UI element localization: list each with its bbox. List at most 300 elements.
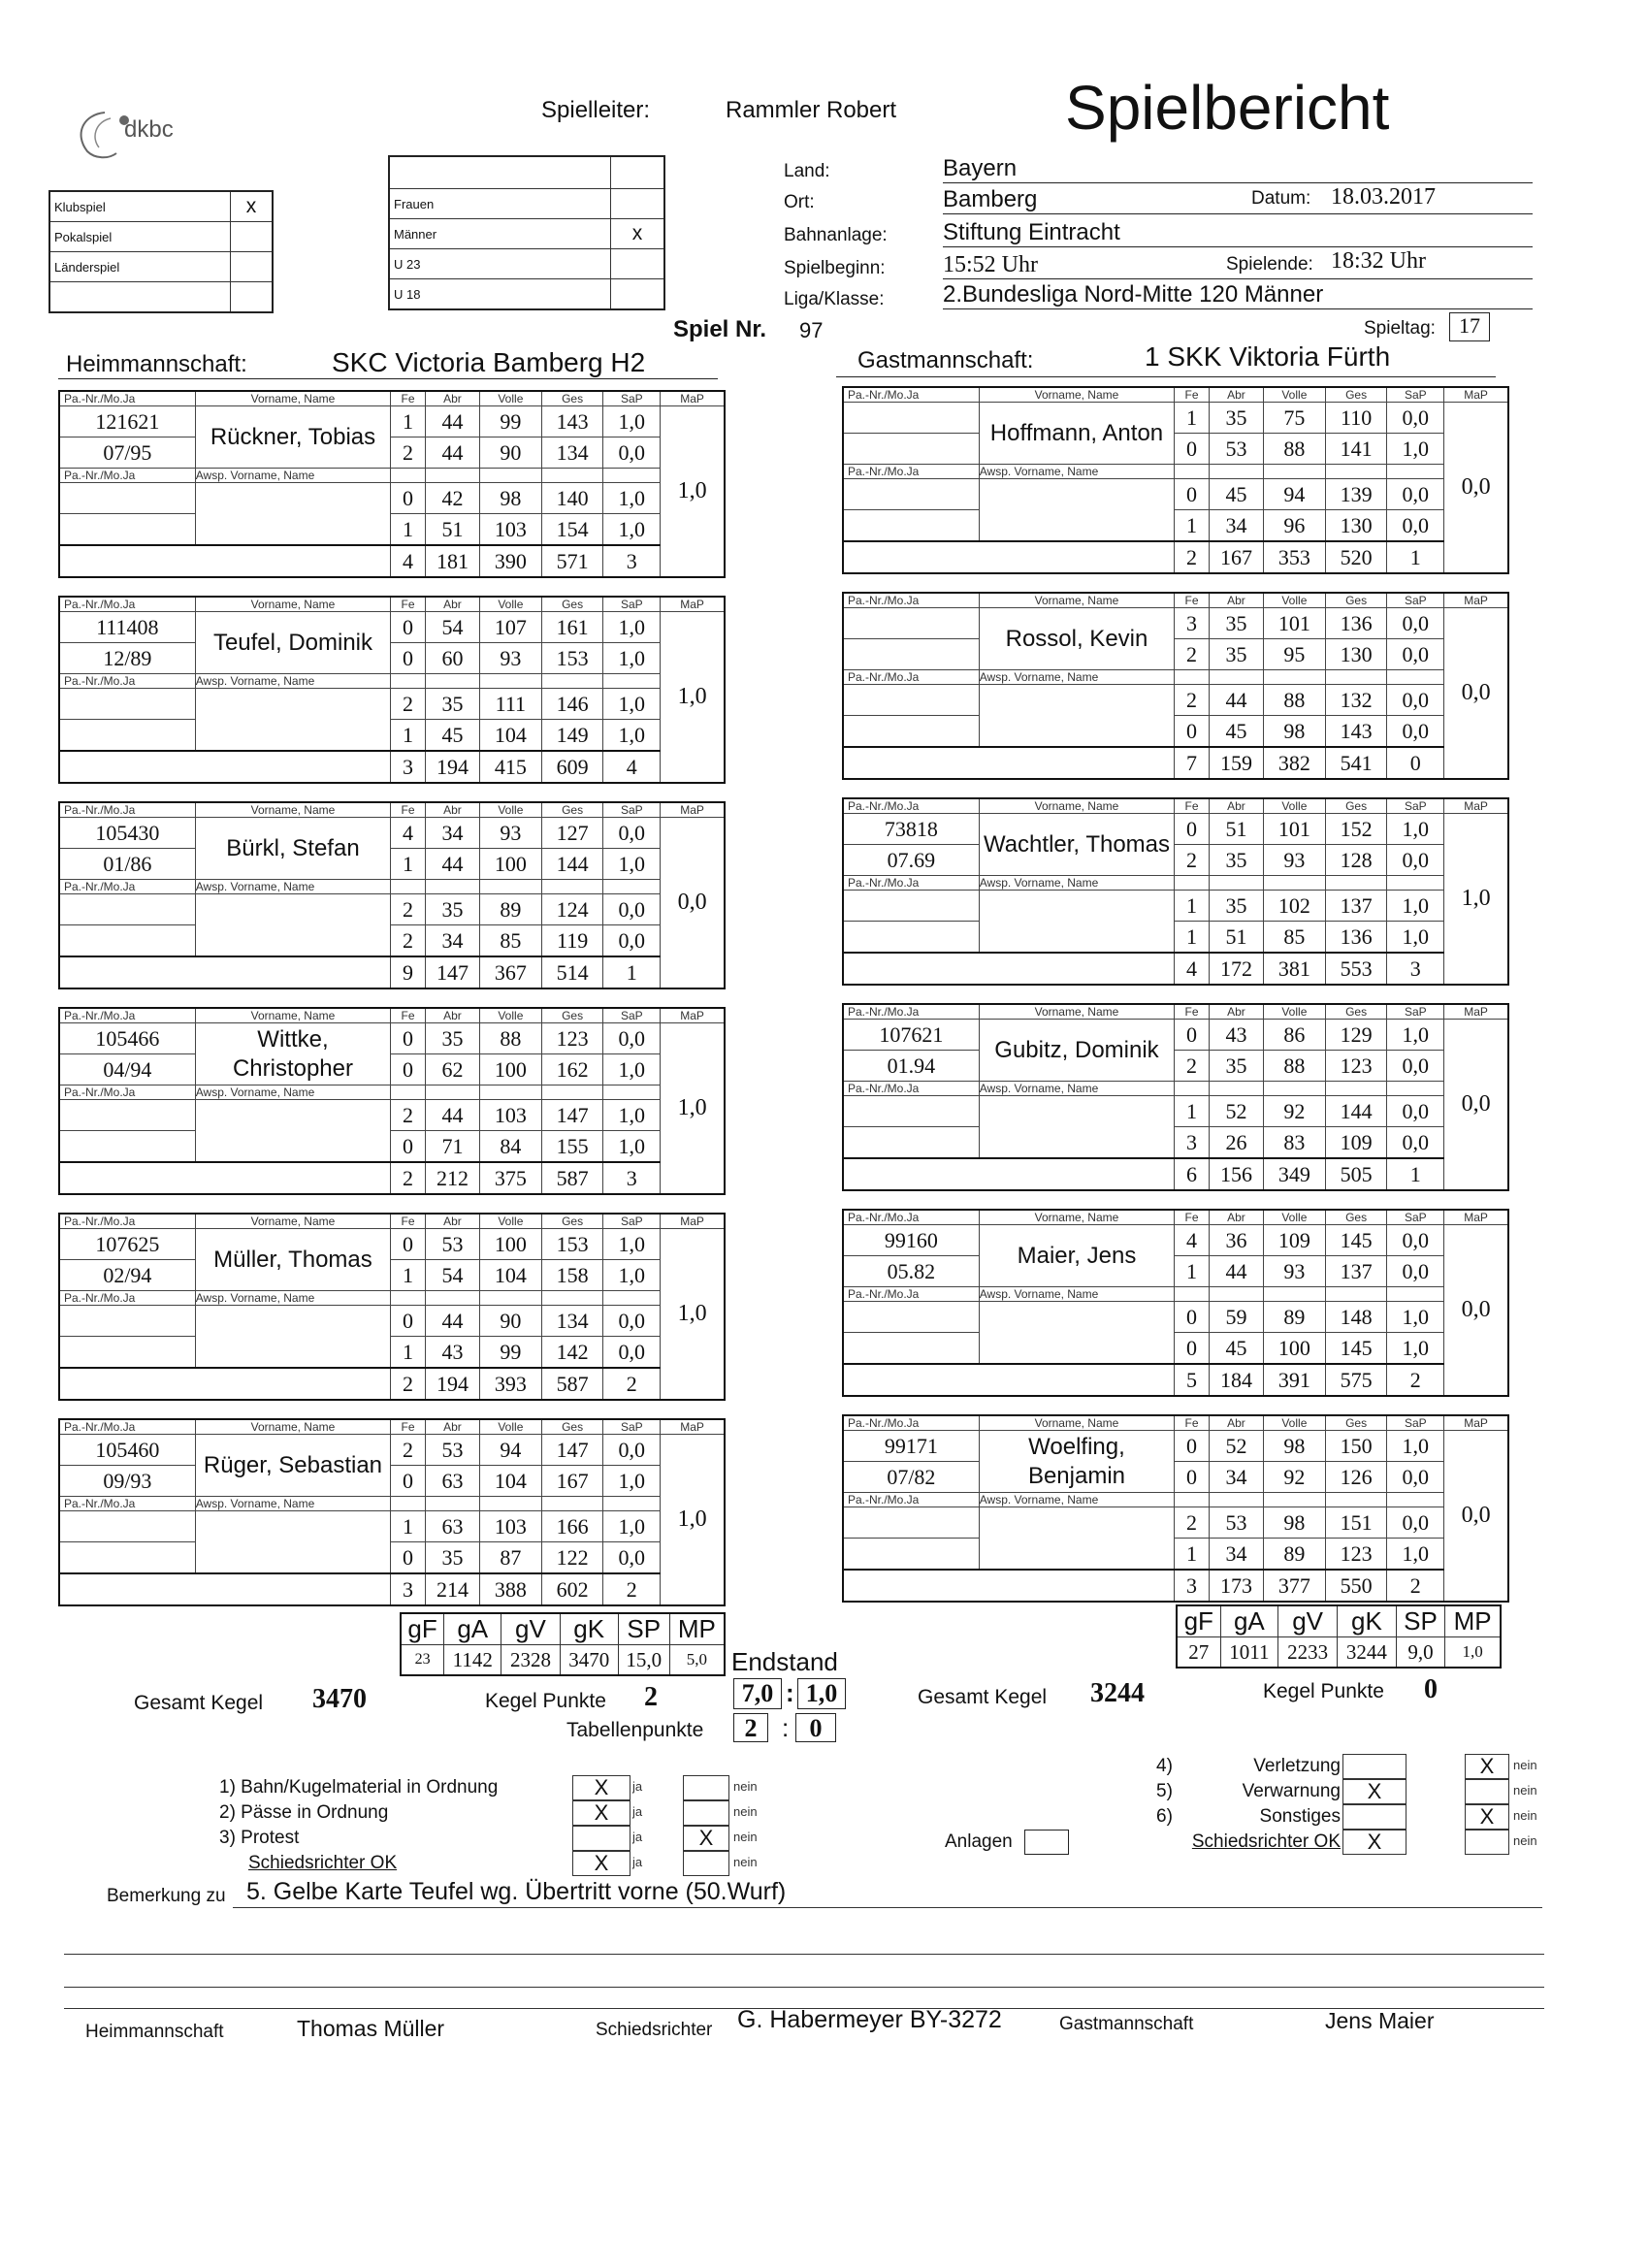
pass-header: Pa.-Nr./Mo.Ja	[59, 391, 195, 406]
spieltag-label: Spieltag:	[1364, 318, 1436, 339]
ja-checkbox[interactable]: X	[572, 1851, 630, 1876]
summary-value: 3470	[560, 1645, 618, 1676]
score-cell: 26	[1209, 1127, 1263, 1159]
blank-cell	[1325, 1493, 1387, 1507]
ja-label: ja	[632, 1779, 643, 1794]
sub-pass	[59, 1511, 195, 1542]
spielleiter-label: Spielleiter:	[541, 97, 651, 123]
checklist-label: 2) Pässe in Ordnung	[219, 1802, 389, 1823]
fe-header: Fe	[1175, 1210, 1210, 1225]
score-cell: 104	[479, 1260, 541, 1291]
player-name: Woelfing, Benjamin	[979, 1431, 1174, 1493]
total-cell: 514	[541, 956, 603, 988]
checklist-mark[interactable]	[1342, 1804, 1406, 1830]
score-cell: 0,0	[1387, 1225, 1444, 1256]
player-name: Bürkl, Stefan	[195, 818, 390, 880]
sap-header: SaP	[1387, 1004, 1444, 1020]
ges-header: Ges	[1325, 1004, 1387, 1020]
blank-cell	[843, 1158, 1175, 1190]
home-kegel-punkte-value: 2	[644, 1682, 658, 1712]
score-cell: 1	[1175, 1256, 1210, 1287]
score-cell: 137	[1325, 891, 1387, 922]
pass-number: 105466	[59, 1023, 195, 1054]
score-cell: 0,0	[603, 1435, 661, 1466]
pass-header: Pa.-Nr./Mo.Ja	[843, 798, 979, 814]
score-cell: 0	[391, 612, 426, 643]
sap-header: SaP	[1387, 798, 1444, 814]
total-cell: 391	[1263, 1364, 1325, 1396]
score-cell: 3	[1175, 608, 1210, 639]
blank-cell	[541, 1497, 603, 1511]
checklist-label: Schiedsrichter OK	[1191, 1831, 1341, 1852]
total-cell: 415	[479, 751, 541, 783]
anlagen-box[interactable]	[1024, 1830, 1069, 1855]
remarks-label: Bemerkung zu	[107, 1886, 226, 1906]
map-value: 1,0	[661, 612, 725, 784]
nein-label: nein	[733, 1830, 758, 1844]
category-row: Männer x	[389, 219, 664, 249]
total-cell: 1	[603, 956, 661, 988]
spielleiter-name: Rammler Robert	[726, 97, 897, 123]
map-header: MaP	[661, 391, 725, 406]
substitute-name	[979, 479, 1174, 542]
sap-header: SaP	[1387, 1210, 1444, 1225]
blank-cell	[1175, 1493, 1210, 1507]
score-cell: 110	[1325, 403, 1387, 434]
score-cell: 154	[541, 514, 603, 546]
checklist-mark[interactable]: X	[1342, 1830, 1406, 1855]
category-row: Frauen	[389, 189, 664, 219]
score-cell: 44	[425, 849, 479, 880]
score-cell: 0	[391, 643, 426, 674]
blank-cell	[1387, 1082, 1444, 1096]
home-gesamt-label: Gesamt Kegel	[134, 1692, 264, 1714]
score-cell: 128	[1325, 845, 1387, 876]
substitute-name	[195, 483, 390, 546]
fe-header: Fe	[1175, 1004, 1210, 1020]
score-cell: 101	[1263, 608, 1325, 639]
sap-header: SaP	[603, 802, 661, 818]
pass-header: Pa.-Nr./Mo.Ja	[843, 670, 979, 685]
sub-pass	[59, 894, 195, 925]
blank-cell	[59, 751, 391, 783]
score-cell: 4	[391, 818, 426, 849]
score-cell: 141	[1325, 434, 1387, 465]
blank-cell	[603, 1497, 661, 1511]
endstand-home: 7,0	[733, 1678, 782, 1709]
score-cell: 1,0	[1387, 434, 1444, 465]
score-cell: 100	[479, 1229, 541, 1260]
sub-pass	[59, 1100, 195, 1131]
substitute-name	[979, 1507, 1174, 1571]
checklist-label: Verwarnung	[1242, 1781, 1341, 1801]
fe-header: Fe	[391, 1419, 426, 1435]
ja-checkbox[interactable]	[572, 1826, 630, 1851]
blank-cell	[425, 1085, 479, 1100]
total-cell: 553	[1325, 953, 1387, 985]
home-player-block	[58, 596, 726, 784]
blank-cell	[1387, 1493, 1444, 1507]
map-header: MaP	[1444, 1415, 1508, 1431]
awsp-header: Awsp. Vorname, Name	[195, 1085, 390, 1100]
blank-cell	[479, 880, 541, 894]
nein-checkbox[interactable]: X	[1465, 1754, 1509, 1779]
nein-checkbox[interactable]	[683, 1775, 729, 1800]
game-type-mark[interactable]	[231, 252, 274, 282]
pass-number: 111408	[59, 612, 195, 643]
total-cell: 2	[603, 1368, 661, 1400]
name-header: Vorname, Name	[979, 798, 1174, 814]
total-cell: 377	[1263, 1570, 1325, 1602]
nein-checkbox[interactable]	[683, 1851, 729, 1876]
pass-header: Pa.-Nr./Mo.Ja	[59, 674, 195, 689]
score-cell: 95	[1263, 639, 1325, 670]
summary-value: 1142	[444, 1645, 501, 1676]
pass-header: Pa.-Nr./Mo.Ja	[843, 1082, 979, 1096]
score-cell: 147	[541, 1100, 603, 1131]
fe-header: Fe	[391, 597, 426, 612]
abr-header: Abr	[425, 1008, 479, 1023]
score-cell: 44	[425, 1100, 479, 1131]
total-cell: 147	[425, 956, 479, 988]
category-box	[388, 155, 665, 310]
ges-header: Ges	[1325, 1210, 1387, 1225]
ja-label: ja	[632, 1830, 643, 1844]
score-cell: 153	[541, 643, 603, 674]
score-cell: 167	[541, 1466, 603, 1497]
blank-cell	[541, 1291, 603, 1306]
blank-cell	[1175, 1082, 1210, 1096]
nein-checkbox[interactable]	[1465, 1779, 1509, 1804]
pass-header: Pa.-Nr./Mo.Ja	[843, 593, 979, 608]
pass-date: 12/89	[59, 643, 195, 674]
ort-value: Bamberg	[943, 186, 1533, 214]
map-header: MaP	[1444, 1210, 1508, 1225]
blank-cell	[1263, 1493, 1325, 1507]
total-cell: 4	[603, 751, 661, 783]
ges-header: Ges	[541, 1419, 603, 1435]
name-header: Vorname, Name	[979, 1004, 1174, 1020]
substitute-name	[979, 685, 1174, 748]
blank-cell	[603, 1291, 661, 1306]
score-cell: 145	[1325, 1333, 1387, 1365]
game-type-mark[interactable]	[231, 222, 274, 252]
score-cell: 63	[425, 1466, 479, 1497]
score-cell: 2	[1175, 845, 1210, 876]
score-cell: 0,0	[1387, 479, 1444, 510]
total-cell: 349	[1263, 1158, 1325, 1190]
volle-header: Volle	[1263, 387, 1325, 403]
score-cell: 0,0	[1387, 510, 1444, 542]
score-cell: 103	[479, 514, 541, 546]
score-cell: 139	[1325, 479, 1387, 510]
summary-header: gK	[1338, 1605, 1397, 1637]
nein-label: nein	[733, 1804, 758, 1819]
guest-player-block	[842, 797, 1509, 986]
substitute-name	[195, 1100, 390, 1163]
score-cell: 0	[1175, 1333, 1210, 1365]
abr-header: Abr	[425, 391, 479, 406]
blank-cell	[391, 1291, 426, 1306]
total-cell: 1	[1387, 541, 1444, 573]
home-team-label: Heimmannschaft:	[66, 351, 247, 377]
guest-team-name: 1 SKK Viktoria Fürth	[1145, 341, 1391, 372]
substitute-name	[979, 1096, 1174, 1159]
summary-value: 2233	[1278, 1637, 1338, 1669]
blank-cell	[391, 1085, 426, 1100]
home-player-block	[58, 1213, 726, 1401]
guest-kegel-punkte-value: 0	[1424, 1674, 1438, 1704]
score-cell: 2	[391, 437, 426, 469]
score-cell: 2	[391, 1100, 426, 1131]
blank-cell	[541, 1085, 603, 1100]
player-name: Rückner, Tobias	[195, 406, 390, 469]
score-cell: 1	[391, 514, 426, 546]
score-cell: 123	[1325, 1051, 1387, 1082]
checklist-mark[interactable]: X	[1342, 1779, 1406, 1804]
score-cell: 161	[541, 612, 603, 643]
sub-date	[59, 514, 195, 546]
score-cell: 99	[479, 1337, 541, 1369]
guest-gesamt-label: Gesamt Kegel	[918, 1686, 1048, 1708]
score-cell: 1,0	[603, 1131, 661, 1163]
pass-number: 99171	[843, 1431, 979, 1462]
score-cell: 1,0	[1387, 814, 1444, 845]
game-type-row: Pokalspiel	[49, 222, 273, 252]
score-cell: 45	[1209, 716, 1263, 748]
score-cell: 93	[479, 643, 541, 674]
ja-label: ja	[632, 1855, 643, 1869]
blank-cell	[603, 1085, 661, 1100]
ges-header: Ges	[541, 802, 603, 818]
game-type-row: Klubspiel x	[49, 191, 273, 222]
score-cell: 0	[1175, 814, 1210, 845]
map-header: MaP	[661, 802, 725, 818]
volle-header: Volle	[479, 391, 541, 406]
total-cell: 4	[1175, 953, 1210, 985]
blank-cell	[843, 1570, 1175, 1602]
blank-cell	[843, 541, 1175, 573]
total-cell: 167	[1209, 541, 1263, 573]
score-cell: 89	[1263, 1539, 1325, 1571]
sub-date	[843, 1333, 979, 1365]
category-row: U 23	[389, 249, 664, 279]
score-cell: 93	[1263, 1256, 1325, 1287]
total-cell: 214	[425, 1573, 479, 1605]
fe-header: Fe	[1175, 1415, 1210, 1431]
score-cell: 0	[1175, 1462, 1210, 1493]
nein-checkbox[interactable]: X	[683, 1826, 729, 1851]
map-header: MaP	[661, 1214, 725, 1229]
score-cell: 71	[425, 1131, 479, 1163]
checklist-number: 4)	[1156, 1756, 1173, 1776]
spieltag-value: 17	[1449, 312, 1490, 341]
score-cell: 96	[1263, 510, 1325, 542]
sub-pass	[843, 1096, 979, 1127]
score-cell: 0,0	[603, 1023, 661, 1054]
score-cell: 0,0	[1387, 685, 1444, 716]
pass-date: 09/93	[59, 1466, 195, 1497]
total-cell: 393	[479, 1368, 541, 1400]
blank-cell	[1209, 1082, 1263, 1096]
total-cell: 181	[425, 545, 479, 577]
score-cell: 144	[541, 849, 603, 880]
total-cell: 184	[1209, 1364, 1263, 1396]
score-cell: 45	[425, 720, 479, 752]
bahnanlage-value: Stiftung Eintracht	[943, 219, 1533, 247]
ges-header: Ges	[1325, 593, 1387, 608]
pass-header: Pa.-Nr./Mo.Ja	[59, 802, 195, 818]
ja-checkbox[interactable]: X	[572, 1800, 630, 1826]
score-cell: 104	[479, 720, 541, 752]
home-player-block	[58, 801, 726, 989]
liga-label: Liga/Klasse:	[784, 289, 885, 309]
category-row	[389, 156, 664, 189]
summary-header: gA	[1220, 1605, 1278, 1637]
blank-cell	[1209, 670, 1263, 685]
ja-checkbox[interactable]: X	[572, 1775, 630, 1800]
score-cell: 1,0	[603, 689, 661, 720]
score-cell: 35	[425, 894, 479, 925]
blank-cell	[1209, 1287, 1263, 1302]
score-cell: 1,0	[1387, 922, 1444, 954]
nein-checkbox[interactable]	[683, 1800, 729, 1826]
blank-cell	[1263, 670, 1325, 685]
score-cell: 0,0	[1387, 845, 1444, 876]
score-cell: 137	[1325, 1256, 1387, 1287]
pass-header: Pa.-Nr./Mo.Ja	[59, 880, 195, 894]
score-cell: 146	[541, 689, 603, 720]
score-cell: 1	[391, 1260, 426, 1291]
blank-cell	[479, 674, 541, 689]
score-cell: 62	[425, 1054, 479, 1085]
score-cell: 1	[391, 406, 426, 437]
score-cell: 140	[541, 483, 603, 514]
total-cell: 194	[425, 1368, 479, 1400]
score-cell: 90	[479, 437, 541, 469]
home-team-name: SKC Victoria Bamberg H2	[332, 347, 646, 377]
home-summary	[400, 1612, 726, 1676]
score-cell: 44	[425, 406, 479, 437]
pass-header: Pa.-Nr./Mo.Ja	[59, 1419, 195, 1435]
blank-cell	[391, 469, 426, 483]
score-cell: 158	[541, 1260, 603, 1291]
score-cell: 1,0	[1387, 1431, 1444, 1462]
sig-referee-label: Schiedsrichter	[596, 2020, 713, 2040]
score-cell: 34	[1209, 510, 1263, 542]
pass-header: Pa.-Nr./Mo.Ja	[59, 1291, 195, 1306]
summary-header: MP	[1445, 1605, 1501, 1637]
liga-value: 2.Bundesliga Nord-Mitte 120 Männer	[943, 281, 1533, 309]
score-cell: 93	[1263, 845, 1325, 876]
blank-cell	[425, 469, 479, 483]
total-cell: 2	[603, 1573, 661, 1605]
ges-header: Ges	[541, 1214, 603, 1229]
score-cell: 0	[391, 1023, 426, 1054]
awsp-header: Awsp. Vorname, Name	[195, 674, 390, 689]
summary-header: gF	[1177, 1605, 1220, 1637]
summary-value: 5,0	[669, 1645, 725, 1676]
score-cell: 35	[1209, 891, 1263, 922]
score-cell: 166	[541, 1511, 603, 1542]
sub-pass	[59, 689, 195, 720]
awsp-header: Awsp. Vorname, Name	[979, 1493, 1174, 1507]
score-cell: 0,0	[603, 437, 661, 469]
map-header: MaP	[1444, 387, 1508, 403]
score-cell: 136	[1325, 922, 1387, 954]
pass-header: Pa.-Nr./Mo.Ja	[843, 1004, 979, 1020]
spielende-label: Spielende:	[1226, 254, 1313, 275]
total-cell: 587	[541, 1162, 603, 1194]
substitute-name	[195, 1511, 390, 1574]
blank-cell	[425, 1497, 479, 1511]
total-cell: 159	[1209, 747, 1263, 779]
score-cell: 53	[425, 1435, 479, 1466]
score-cell: 0,0	[1387, 1507, 1444, 1539]
nein-label: nein	[733, 1855, 758, 1869]
abr-header: Abr	[425, 1419, 479, 1435]
pass-date: 04/94	[59, 1054, 195, 1085]
volle-header: Volle	[1263, 1004, 1325, 1020]
substitute-name	[195, 1306, 390, 1369]
score-cell: 98	[1263, 1431, 1325, 1462]
awsp-header: Awsp. Vorname, Name	[979, 1082, 1174, 1096]
map-value: 0,0	[1444, 1225, 1508, 1397]
score-cell: 2	[391, 925, 426, 957]
checklist-mark[interactable]	[1342, 1754, 1406, 1779]
sub-date	[59, 1131, 195, 1163]
abr-header: Abr	[1209, 593, 1263, 608]
ges-header: Ges	[541, 391, 603, 406]
score-cell: 1,0	[603, 643, 661, 674]
blank-cell	[479, 1497, 541, 1511]
score-cell: 1	[1175, 510, 1210, 542]
nein-checkbox[interactable]: X	[1465, 1804, 1509, 1830]
pass-header: Pa.-Nr./Mo.Ja	[843, 1493, 979, 1507]
blank-cell	[425, 880, 479, 894]
awsp-header: Awsp. Vorname, Name	[195, 1497, 390, 1511]
score-cell: 0	[1175, 1431, 1210, 1462]
pass-header: Pa.-Nr./Mo.Ja	[843, 1415, 979, 1431]
score-cell: 134	[541, 437, 603, 469]
ges-header: Ges	[1325, 798, 1387, 814]
score-cell: 98	[1263, 1507, 1325, 1539]
total-cell: 212	[425, 1162, 479, 1194]
logo-text: dkbc	[124, 116, 174, 143]
score-cell: 45	[1209, 1333, 1263, 1365]
land-label: Land:	[784, 161, 830, 181]
score-cell: 126	[1325, 1462, 1387, 1493]
total-cell: 587	[541, 1368, 603, 1400]
score-cell: 34	[425, 818, 479, 849]
sub-pass	[59, 1306, 195, 1337]
endstand-guest: 1,0	[797, 1678, 846, 1709]
fe-header: Fe	[391, 391, 426, 406]
score-cell: 35	[1209, 608, 1263, 639]
awsp-header: Awsp. Vorname, Name	[195, 1291, 390, 1306]
score-cell: 150	[1325, 1431, 1387, 1462]
game-type-mark[interactable]: x	[231, 191, 274, 222]
blank-cell	[603, 674, 661, 689]
ges-header: Ges	[1325, 1415, 1387, 1431]
bahnanlage-label: Bahnanlage:	[784, 225, 888, 245]
awsp-header: Awsp. Vorname, Name	[979, 876, 1174, 891]
score-cell: 0	[1175, 479, 1210, 510]
total-cell: 390	[479, 545, 541, 577]
blank-cell	[843, 1364, 1175, 1396]
nein-checkbox[interactable]	[1465, 1830, 1509, 1855]
map-header: MaP	[1444, 798, 1508, 814]
